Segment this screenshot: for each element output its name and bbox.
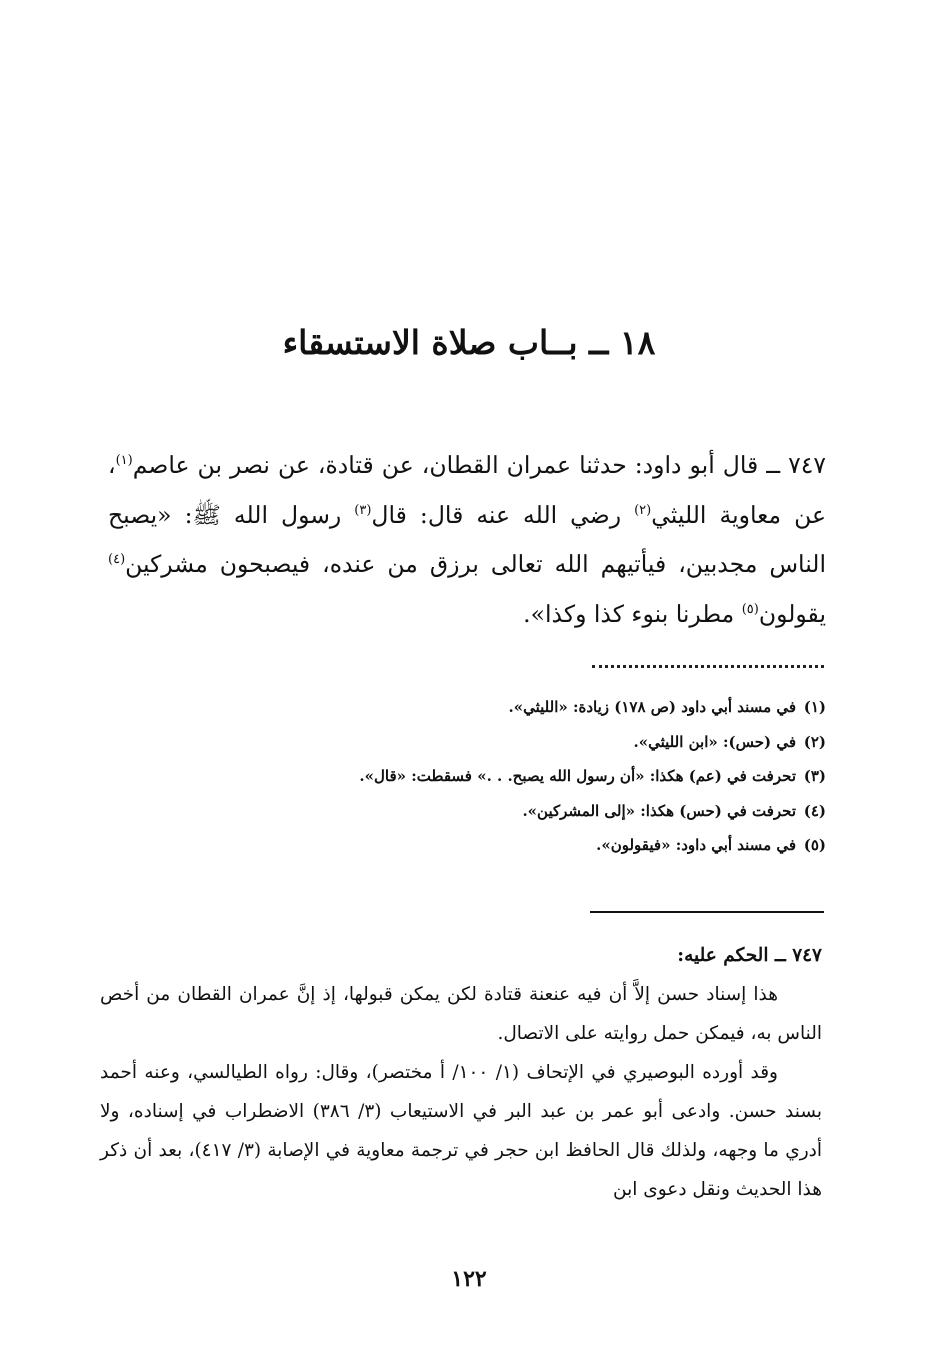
footnote [200, 690, 826, 725]
hadith-segment: ٧٤٧ ــ قال أبو داود: حدثنا عمران القطان، عن قتادة، عن نصر بن عاصم [132, 451, 826, 479]
footnote-number: (٣) [803, 767, 826, 785]
hadith-text [108, 441, 826, 639]
footnote-ref[interactable]: (٣) [354, 502, 372, 518]
footnote-separator [592, 665, 824, 668]
footnote [200, 794, 826, 829]
ruling-section [100, 936, 822, 1209]
footnote-number: (٢) [803, 732, 826, 751]
footnote-text: تحرفت في (عم) هكذا: «أن رسول الله يصبح. . .» فسقطت: «قال». [359, 767, 796, 785]
footnotes [200, 690, 826, 863]
hadith-segment: رسول الله ﷺ: «يصبح الناس مجدبين، فيأتيهم الله تعالى برزق من عنده، فيصبحون مشركين [108, 500, 826, 578]
ruling-paragraph: وقد أورده البوصيري في الإتحاف (١/ ١٠٠/ أ مختصر)، وقال: رواه الطيالسي، وعنه أحمد بسند حسن. وادعى أبو عمر بن عبد البر في الاستيعاب (٣/ ٣٨٦) الاضطراب في إسناده، ولا أدري ما وجهه، ولذلك قال الحافظ ابن حجر في ترجمة معاوية في الإصابة (٣/ ٤١٧)، بعد أن ذكر هذا الحديث ونقل دعوى ابن [100, 1062, 823, 1200]
hadith-segment: رضي الله عنه قال: قال [371, 500, 635, 529]
ruling-heading: ٧٤٧ ــ الحكم عليه: [677, 945, 822, 966]
footnote-number: (٥) [803, 836, 826, 854]
hadith-segment: مطرنا بنوء كذا وكذا». [523, 599, 742, 628]
section-divider [590, 911, 824, 913]
footnote-ref[interactable]: (٢) [634, 502, 652, 518]
footnote-text: في مسند أبي داود: «فيقولون». [596, 836, 796, 854]
footnote-number: (٤) [803, 801, 826, 820]
ruling-paragraph: هذا إسناد حسن إلاَّ أن فيه عنعنة قتادة لكن يمكن قبولها، إذ إنَّ عمران القطان من أخص الناس به، فيمكن حمل روايته على الاتصال. [100, 984, 822, 1044]
footnote [200, 725, 826, 760]
footnote [200, 759, 826, 794]
footnote-ref[interactable]: (٥) [741, 601, 759, 617]
footnote-number: (١) [803, 698, 826, 716]
footnote-ref[interactable]: (٤) [108, 552, 126, 568]
footnote-text: في (حس): «ابن الليثي». [633, 732, 796, 751]
hadith-segment: يقولون [758, 599, 826, 628]
footnote-ref[interactable]: (١) [115, 453, 133, 469]
chapter-title: ١٨ ــ بــاب صلاة الاستسقاء [282, 323, 656, 362]
footnote [200, 828, 826, 863]
footnote-text: في مسند أبي داود (ص ١٧٨) زيادة: «الليثي». [508, 698, 796, 716]
page-number: ١٢٢ [451, 1266, 487, 1292]
hadith-segment: ، عن معاوية الليثي [108, 451, 826, 529]
footnote-text: تحرفت في (حس) هكذا: «إلى المشركين». [522, 801, 796, 820]
